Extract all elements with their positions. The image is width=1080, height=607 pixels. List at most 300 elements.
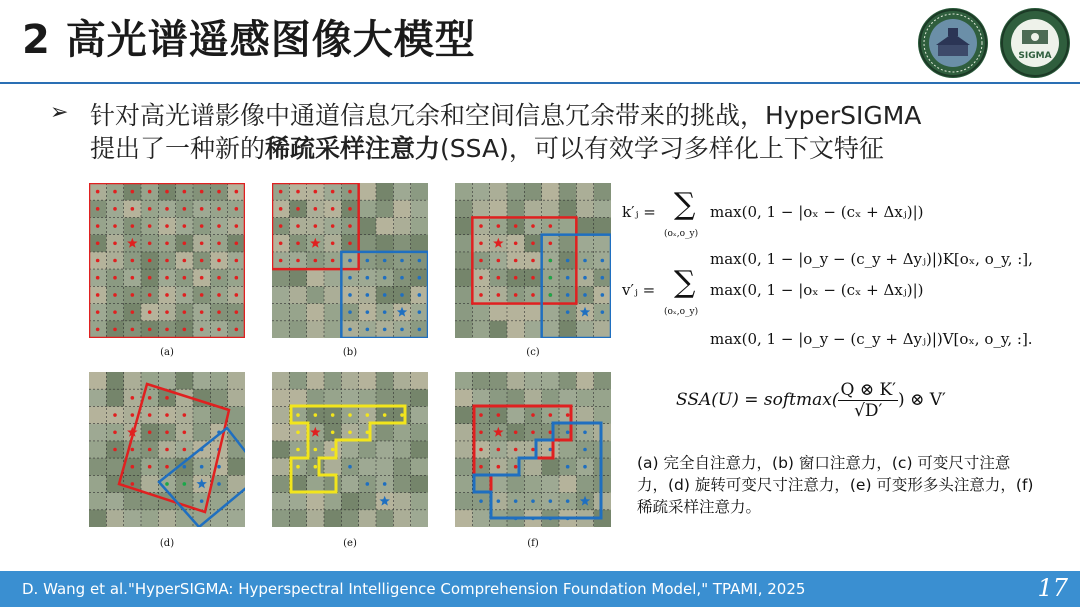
terrain-patch xyxy=(455,183,473,201)
sample-dot xyxy=(165,465,169,469)
sample-dot xyxy=(366,310,370,314)
caption-a: (a) xyxy=(160,347,174,358)
sample-dot xyxy=(148,413,152,417)
sample-dot xyxy=(479,430,483,434)
terrain-patch xyxy=(124,372,142,390)
sample-dot xyxy=(583,259,587,263)
sample-dot xyxy=(583,430,587,434)
sample-dot xyxy=(165,259,169,263)
terrain-patch xyxy=(524,372,542,390)
sample-dot xyxy=(217,241,221,245)
sample-dot xyxy=(601,310,605,314)
sample-dot xyxy=(348,207,352,211)
terrain-patch xyxy=(490,183,508,201)
terrain-patch xyxy=(272,269,290,287)
sample-dot xyxy=(314,413,318,417)
caption-e: (e) xyxy=(343,538,357,549)
terrain-patch xyxy=(141,510,159,527)
sample-dot xyxy=(479,241,483,245)
terrain-patch xyxy=(89,441,107,459)
sample-dot xyxy=(418,276,422,280)
terrain-patch xyxy=(455,424,473,442)
terrain-patch xyxy=(594,200,611,218)
sample-dot xyxy=(418,328,422,332)
caption-b: (b) xyxy=(342,347,358,358)
sample-dot xyxy=(331,241,335,245)
sample-dot xyxy=(235,190,239,194)
sample-dot xyxy=(296,190,300,194)
terrain-patch xyxy=(559,475,577,493)
terrain-patch xyxy=(576,183,594,201)
terrain-patch xyxy=(324,475,342,493)
terrain-patch xyxy=(455,475,473,493)
terrain-patch xyxy=(359,458,377,476)
terrain-patch xyxy=(559,235,577,253)
terrain-patch xyxy=(576,200,594,218)
terrain-patch xyxy=(89,475,107,493)
terrain-patch xyxy=(324,372,342,390)
sample-dot xyxy=(113,430,117,434)
terrain-patch xyxy=(524,183,542,201)
terrain-patch xyxy=(176,372,194,390)
terrain-patch xyxy=(324,493,342,511)
attention-panel-e xyxy=(272,372,428,527)
terrain-patch xyxy=(376,183,394,201)
terrain-patch xyxy=(524,304,542,322)
sample-dot xyxy=(131,448,135,452)
sample-dot xyxy=(235,310,239,314)
sample-dot xyxy=(566,430,570,434)
terrain-patch xyxy=(106,493,124,511)
terrain-patch xyxy=(106,372,124,390)
sample-dot xyxy=(200,465,204,469)
sample-dot xyxy=(183,448,187,452)
v-line1: max(0, 1 − |oₓ − (cₓ + Δxⱼ)|) xyxy=(710,281,924,299)
terrain-patch xyxy=(341,475,359,493)
terrain-patch xyxy=(455,458,473,476)
sample-dot xyxy=(479,224,483,228)
sample-dot xyxy=(566,259,570,263)
terrain-patch xyxy=(524,458,542,476)
terrain-patch xyxy=(272,321,290,338)
sample-dot xyxy=(531,241,535,245)
terrain-patch xyxy=(89,458,107,476)
sample-dot xyxy=(96,241,100,245)
terrain-patch xyxy=(559,321,577,338)
page-number: 17 xyxy=(1037,574,1068,602)
sample-dot xyxy=(96,259,100,263)
sample-dot xyxy=(400,413,404,417)
terrain-patch xyxy=(228,510,245,527)
sample-dot xyxy=(514,465,518,469)
terrain-patch xyxy=(576,217,594,235)
sample-dot xyxy=(165,310,169,314)
terrain-patch xyxy=(559,183,577,201)
terrain-patch xyxy=(393,235,411,253)
terrain-patch xyxy=(393,475,411,493)
sample-dot xyxy=(217,293,221,297)
sample-dot xyxy=(279,224,283,228)
terrain-patch xyxy=(228,441,245,459)
sample-dot xyxy=(235,259,239,263)
terrain-patch xyxy=(324,321,342,338)
terrain-patch xyxy=(455,252,473,270)
sample-dot xyxy=(531,293,535,297)
wuhan-university-logo xyxy=(918,8,988,78)
terrain-patch xyxy=(272,372,290,390)
terrain-patch xyxy=(324,458,342,476)
terrain-patch xyxy=(359,217,377,235)
terrain-patch xyxy=(272,475,290,493)
terrain-patch xyxy=(307,304,325,322)
sample-dot xyxy=(148,430,152,434)
terrain-patch xyxy=(106,389,124,407)
terrain-patch xyxy=(507,372,525,390)
ssa-numerator: Q ⊗ K′ xyxy=(840,380,897,400)
sample-dot xyxy=(331,259,335,263)
sample-dot xyxy=(296,413,300,417)
terrain-patch xyxy=(542,458,560,476)
terrain-patch xyxy=(524,475,542,493)
terrain-patch xyxy=(289,389,307,407)
terrain-patch xyxy=(307,269,325,287)
sample-dot xyxy=(348,259,352,263)
sample-dot xyxy=(331,190,335,194)
terrain-patch xyxy=(455,441,473,459)
sample-dot xyxy=(183,241,187,245)
terrain-patch xyxy=(559,200,577,218)
sample-dot xyxy=(200,190,204,194)
terrain-patch xyxy=(455,389,473,407)
sample-dot xyxy=(279,207,283,211)
caption-d: (d) xyxy=(159,538,175,549)
sample-dot xyxy=(531,430,535,434)
sample-dot xyxy=(165,276,169,280)
k-line1: max(0, 1 − |oₓ − (cₓ + Δxⱼ)|) xyxy=(710,203,924,221)
terrain-patch xyxy=(359,200,377,218)
sample-dot xyxy=(348,190,352,194)
sample-dot xyxy=(514,241,518,245)
sample-dot xyxy=(514,430,518,434)
sample-dot xyxy=(113,293,117,297)
sample-dot xyxy=(549,259,553,263)
terrain-patch xyxy=(393,458,411,476)
terrain-patch xyxy=(455,235,473,253)
sample-dot xyxy=(200,207,204,211)
terrain-patch xyxy=(193,372,211,390)
terrain-patch xyxy=(411,424,428,442)
terrain-patch xyxy=(341,372,359,390)
sample-dot xyxy=(217,207,221,211)
terrain-patch xyxy=(472,389,490,407)
terrain-patch xyxy=(359,493,377,511)
sample-dot xyxy=(131,293,135,297)
sigma-logo-text: SIGMA xyxy=(1018,51,1052,61)
terrain-patch xyxy=(341,389,359,407)
sample-dot xyxy=(348,310,352,314)
sample-dot xyxy=(314,190,318,194)
sample-dot xyxy=(366,482,370,486)
k-sum-symbol: ∑ xyxy=(674,187,696,222)
terrain-patch xyxy=(289,286,307,304)
k-sum-subscript: (oₓ,o_y) xyxy=(664,229,699,239)
terrain-patch xyxy=(307,493,325,511)
sample-dot xyxy=(331,224,335,228)
terrain-patch xyxy=(411,458,428,476)
k-line2: max(0, 1 − |o_y − (c_y + Δyⱼ)|)K[oₓ, o_y, :], xyxy=(710,250,1033,268)
caption-c: (c) xyxy=(526,347,540,358)
sample-dot xyxy=(549,413,553,417)
sample-dot xyxy=(497,224,501,228)
sample-dot xyxy=(165,190,169,194)
sample-dot xyxy=(131,276,135,280)
sample-dot xyxy=(566,499,570,503)
terrain-patch xyxy=(141,475,159,493)
sample-dot xyxy=(331,448,335,452)
sample-dot xyxy=(217,328,221,332)
sample-dot xyxy=(96,293,100,297)
sample-dot xyxy=(348,293,352,297)
sample-dot xyxy=(217,190,221,194)
sample-dot xyxy=(383,482,387,486)
sample-dot xyxy=(131,482,135,486)
sample-dot xyxy=(148,465,152,469)
attention-panel-f xyxy=(455,372,611,527)
panel-svg xyxy=(272,183,428,338)
terrain-patch xyxy=(490,321,508,338)
sample-dot xyxy=(183,482,187,486)
terrain-patch xyxy=(193,406,211,424)
sample-dot xyxy=(331,207,335,211)
sample-dot xyxy=(113,241,117,245)
sample-dot xyxy=(113,448,117,452)
terrain-patch xyxy=(210,372,228,390)
terrain-patch xyxy=(376,235,394,253)
terrain-patch xyxy=(559,389,577,407)
attention-panel-a xyxy=(89,183,245,338)
sample-dot xyxy=(400,259,404,263)
sample-dot xyxy=(148,207,152,211)
sample-dot xyxy=(479,465,483,469)
terrain-patch xyxy=(411,372,428,390)
sample-dot xyxy=(113,207,117,211)
terrain-patch xyxy=(411,200,428,218)
attention-panel-c xyxy=(455,183,611,338)
sample-dot xyxy=(296,448,300,452)
terrain-patch xyxy=(376,217,394,235)
title-divider xyxy=(0,82,1080,84)
sample-dot xyxy=(383,276,387,280)
terrain-patch xyxy=(393,441,411,459)
terrain-patch xyxy=(411,183,428,201)
terrain-patch xyxy=(289,304,307,322)
sample-dot xyxy=(183,224,187,228)
sample-dot xyxy=(165,396,169,400)
terrain-patch xyxy=(359,389,377,407)
sample-dot xyxy=(418,259,422,263)
terrain-patch xyxy=(272,441,290,459)
terrain-patch xyxy=(594,183,611,201)
sample-dot xyxy=(165,207,169,211)
sample-dot xyxy=(217,224,221,228)
sample-dot xyxy=(235,276,239,280)
terrain-patch xyxy=(576,321,594,338)
sample-dot xyxy=(131,207,135,211)
sample-dot xyxy=(566,310,570,314)
terrain-patch xyxy=(307,372,325,390)
terrain-patch xyxy=(272,458,290,476)
terrain-patch xyxy=(393,183,411,201)
sample-dot xyxy=(479,276,483,280)
sample-dot xyxy=(165,241,169,245)
panel-svg xyxy=(89,372,245,527)
terrain-patch xyxy=(542,321,560,338)
terrain-patch xyxy=(307,286,325,304)
sample-dot xyxy=(549,276,553,280)
terrain-patch xyxy=(472,304,490,322)
sample-dot xyxy=(514,224,518,228)
terrain-patch xyxy=(124,510,142,527)
slide-title: 2 高光谱遥感图像大模型 xyxy=(22,17,476,63)
terrain-patch xyxy=(272,493,290,511)
sample-dot xyxy=(113,328,117,332)
terrain-patch xyxy=(559,441,577,459)
terrain-patch xyxy=(576,475,594,493)
terrain-patch xyxy=(411,406,428,424)
footer-citation: D. Wang et al."HyperSIGMA: Hyperspectral Intelligence Comprehension Foundation Model," TPAMI, 2025 xyxy=(22,580,806,598)
sample-dot xyxy=(583,448,587,452)
terrain-patch xyxy=(411,510,428,527)
sample-dot xyxy=(479,413,483,417)
terrain-patch xyxy=(455,321,473,338)
sample-dot xyxy=(148,241,152,245)
sample-dot xyxy=(96,328,100,332)
terrain-patch xyxy=(324,304,342,322)
sample-dot xyxy=(296,259,300,263)
terrain-patch xyxy=(594,321,611,338)
sample-dot xyxy=(531,224,535,228)
sample-dot xyxy=(348,276,352,280)
terrain-patch xyxy=(324,286,342,304)
terrain-patch xyxy=(307,510,325,527)
terrain-patch xyxy=(341,493,359,511)
sample-dot xyxy=(366,328,370,332)
sample-dot xyxy=(549,293,553,297)
sample-dot xyxy=(96,276,100,280)
terrain-patch xyxy=(272,286,290,304)
bullet-line2-suffix: (SSA)，可以有效学习多样化上下文特征 xyxy=(440,134,884,163)
sample-dot xyxy=(183,328,187,332)
sample-dot xyxy=(113,413,117,417)
sample-dot xyxy=(296,241,300,245)
terrain-patch xyxy=(228,389,245,407)
sample-dot xyxy=(279,259,283,263)
sample-dot xyxy=(566,413,570,417)
sample-dot xyxy=(566,276,570,280)
sample-dot xyxy=(479,499,483,503)
sample-dot xyxy=(148,224,152,228)
sample-dot xyxy=(279,241,283,245)
panel-svg xyxy=(455,372,611,527)
terrain-patch xyxy=(594,372,611,390)
terrain-patch xyxy=(411,235,428,253)
terrain-patch xyxy=(376,372,394,390)
sample-dot xyxy=(531,413,535,417)
terrain-patch xyxy=(542,183,560,201)
sample-dot xyxy=(479,448,483,452)
ssa-fraction xyxy=(838,380,898,421)
sample-dot xyxy=(148,396,152,400)
terrain-patch xyxy=(359,510,377,527)
bullet-line2-prefix: 提出了一种新的 xyxy=(90,134,266,163)
terrain-patch xyxy=(359,235,377,253)
sample-dot xyxy=(348,224,352,228)
sample-dot xyxy=(348,241,352,245)
terrain-patch xyxy=(507,389,525,407)
terrain-patch xyxy=(576,389,594,407)
terrain-patch xyxy=(106,510,124,527)
terrain-patch xyxy=(490,200,508,218)
sample-dot xyxy=(200,276,204,280)
sample-dot xyxy=(200,259,204,263)
terrain-patch xyxy=(272,510,290,527)
sample-dot xyxy=(183,413,187,417)
terrain-patch xyxy=(89,406,107,424)
sample-dot xyxy=(383,413,387,417)
sample-dot xyxy=(183,259,187,263)
terrain-patch xyxy=(455,510,473,527)
bullet-arrow-icon: ➢ xyxy=(50,100,69,125)
sample-dot xyxy=(479,293,483,297)
terrain-patch xyxy=(455,200,473,218)
sample-dot xyxy=(549,499,553,503)
terrain-patch xyxy=(455,217,473,235)
terrain-patch xyxy=(89,493,107,511)
terrain-patch xyxy=(594,217,611,235)
sample-dot xyxy=(217,482,221,486)
sample-dot xyxy=(549,224,553,228)
sample-dot xyxy=(296,465,300,469)
ssa-lhs: SSA(U) = softmax( xyxy=(676,390,839,410)
terrain-patch xyxy=(490,372,508,390)
sample-dot xyxy=(531,276,535,280)
v-lhs: v′ⱼ = xyxy=(622,281,656,299)
terrain-patch xyxy=(376,510,394,527)
sample-dot xyxy=(400,293,404,297)
sample-dot xyxy=(96,310,100,314)
bullet-line2-bold: 稀疏采样注意力 xyxy=(265,134,441,163)
footer-bar xyxy=(0,571,1080,607)
sample-dot xyxy=(96,224,100,228)
sample-dot xyxy=(200,241,204,245)
terrain-patch xyxy=(411,475,428,493)
sample-dot xyxy=(514,259,518,263)
sample-dot xyxy=(217,310,221,314)
terrain-patch xyxy=(124,493,142,511)
terrain-patch xyxy=(455,372,473,390)
sigma-lab-logo xyxy=(1000,8,1070,78)
terrain-patch xyxy=(393,493,411,511)
terrain-patch xyxy=(576,372,594,390)
terrain-patch xyxy=(559,217,577,235)
sample-dot xyxy=(183,207,187,211)
sample-dot xyxy=(497,293,501,297)
sample-dot xyxy=(200,499,204,503)
sample-dot xyxy=(383,293,387,297)
sample-dot xyxy=(400,276,404,280)
terrain-patch xyxy=(359,183,377,201)
sample-dot xyxy=(366,276,370,280)
